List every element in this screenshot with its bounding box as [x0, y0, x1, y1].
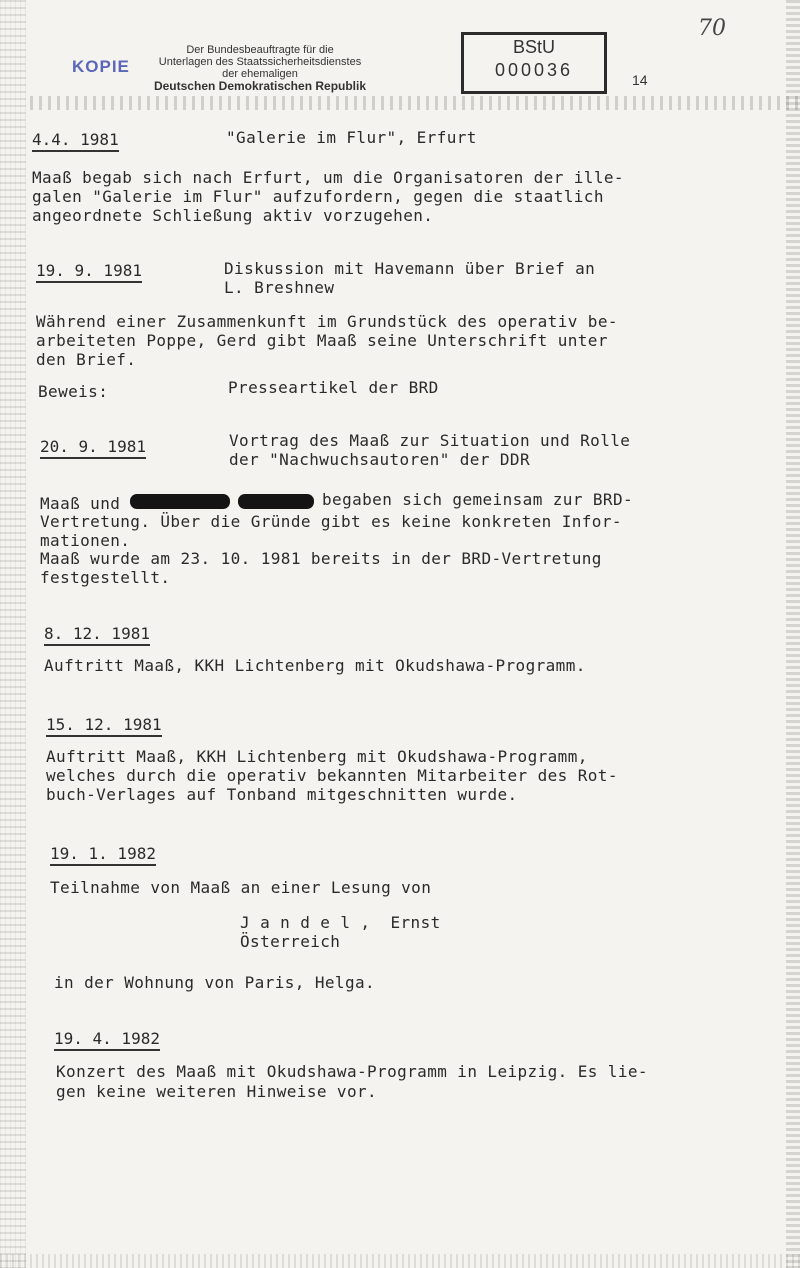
evidence-value: Presseartikel der BRD: [228, 378, 439, 397]
entry-body-line: angeordnete Schließung aktiv vorzugehen.: [32, 206, 434, 225]
archive-number: 000036: [494, 60, 574, 80]
entry-body-line: buch-Verlages auf Tonband mitgeschnitten wurde.: [46, 785, 518, 804]
entry-body-line: arbeiteten Poppe, Gerd gibt Maaß seine Unterschrift unter: [36, 331, 608, 350]
entry-body-start: Maaß und: [40, 494, 121, 513]
header-noise-strip: [30, 96, 800, 110]
person-name: J a n d e l , Ernst: [240, 913, 441, 932]
scan-edge-left: [0, 0, 26, 1268]
authority-line: Deutschen Demokratischen Republik: [153, 79, 367, 93]
entry-body-line: Maaß wurde am 23. 10. 1981 bereits in der BRD-Vertretung: [40, 549, 602, 568]
entry-body-line: welches durch die operativ bekannten Mitarbeiter des Rot-: [46, 766, 618, 785]
entry-body-line: Auftritt Maaß, KKH Lichtenberg mit Okudshawa-Programm,: [46, 747, 588, 766]
handwritten-number: 70: [698, 16, 726, 41]
authority-line: der ehemaligen: [222, 68, 298, 80]
entry-date: 19. 1. 1982: [50, 844, 156, 866]
person-country: Österreich: [240, 932, 341, 951]
entry-body-line: Maaß begab sich nach Erfurt, um die Organisatoren der ille-: [32, 168, 624, 187]
evidence-label: Beweis:: [38, 382, 109, 401]
entry-date: 19. 9. 1981: [36, 261, 142, 283]
entry-title: Diskussion mit Havemann über Brief an: [224, 259, 596, 278]
redaction-bar: [130, 494, 230, 509]
entry-body-line: festgestellt.: [40, 568, 171, 587]
entry-body-end: begaben sich gemeinsam zur BRD-: [322, 490, 634, 509]
location-line: in der Wohnung von Paris, Helga.: [54, 973, 376, 992]
entry-body-line: Während einer Zusammenkunft im Grundstück des operativ be-: [36, 312, 618, 331]
entry-body-line: Konzert des Maaß mit Okudshawa-Programm in Leipzig. Es lie-: [56, 1062, 648, 1081]
entry-title: Vortrag des Maaß zur Situation und Rolle: [229, 431, 631, 450]
entry-body-line: gen keine weiteren Hinweise vor.: [56, 1082, 378, 1101]
authority-line: Unterlagen des Staatssicherheitsdienstes: [158, 56, 362, 68]
entry-date: 8. 12. 1981: [44, 624, 150, 646]
redaction-bar: [238, 494, 314, 509]
entry-body-line: Vertretung. Über die Gründe gibt es keine konkreten Infor-: [40, 512, 622, 531]
entry-title: L. Breshnew: [224, 278, 335, 297]
page-number: 14: [632, 72, 648, 88]
archive-stamp-box: [461, 32, 607, 94]
entry-body-line: mationen.: [40, 531, 131, 550]
entry-date: 4.4. 1981: [32, 130, 119, 152]
scan-edge-bottom: [0, 1254, 800, 1268]
entry-date: 15. 12. 1981: [46, 715, 162, 737]
entry-body-line: galen "Galerie im Flur" aufzufordern, gegen die staatlich: [32, 187, 604, 206]
entry-date: 19. 4. 1982: [54, 1029, 160, 1051]
entry-title: "Galerie im Flur", Erfurt: [226, 128, 477, 147]
entry-title: der "Nachwuchsautoren" der DDR: [229, 450, 530, 469]
entry-body-line: Auftritt Maaß, KKH Lichtenberg mit Okudshawa-Programm.: [44, 656, 586, 675]
entry-body-line: den Brief.: [36, 350, 137, 369]
archive-label: BStU: [512, 37, 555, 57]
entry-date: 20. 9. 1981: [40, 437, 146, 459]
scan-edge-right: [786, 0, 800, 1268]
kopie-stamp: KOPIE: [72, 57, 130, 76]
entry-body-line: Teilnahme von Maaß an einer Lesung von: [50, 878, 432, 897]
authority-line: Der Bundesbeauftragte für die: [186, 44, 334, 56]
authority-stamp: [140, 44, 380, 92]
